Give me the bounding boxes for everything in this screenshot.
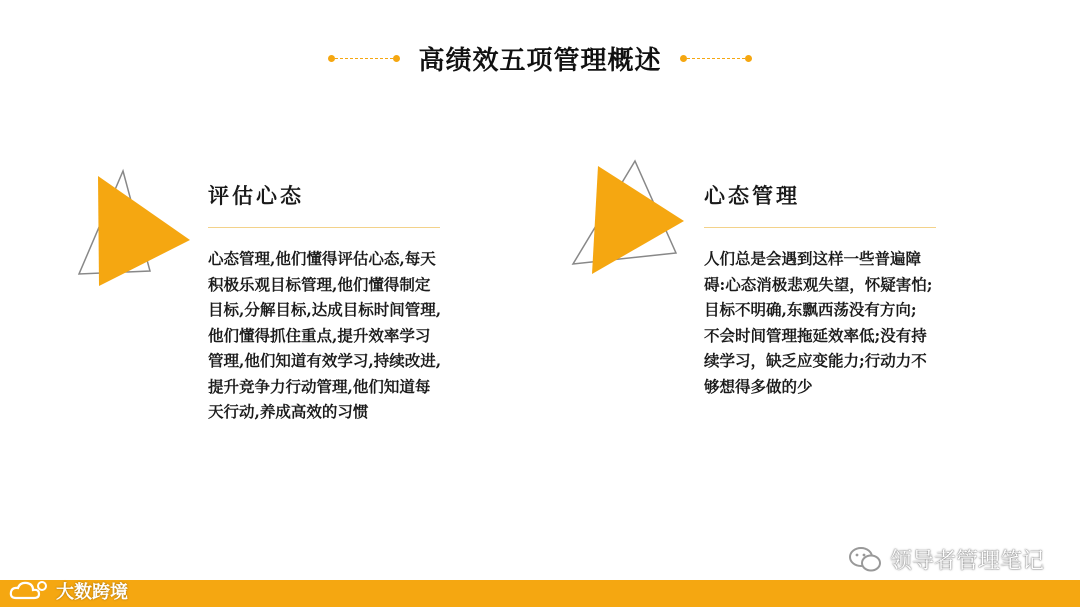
page-title: 高绩效五项管理概述	[418, 46, 662, 76]
title-deco-left	[328, 55, 400, 62]
section-body: 人们总是会遇到这样一些普遍障 碍:心态消极悲观失望，怀疑害怕; 目标不明确,东飘西荡没有方向; 不会时间管理拖延效率低;没有持 续学习，缺乏应变能力;行动力不 够想得多做的少	[704, 249, 933, 396]
watermark	[848, 544, 1044, 575]
deco-dash	[335, 58, 393, 59]
title-deco-right	[680, 55, 752, 62]
deco-dot	[745, 55, 752, 62]
wechat-icon	[848, 546, 882, 574]
triangle-decoration-icon	[570, 158, 688, 280]
triangle-decoration-icon	[76, 168, 196, 290]
section-divider	[704, 227, 936, 228]
footer-logo-text: 大数跨境	[56, 582, 128, 603]
deco-dot	[680, 55, 687, 62]
section-heading: 评估心态	[208, 183, 304, 208]
footer-bar	[0, 580, 1080, 607]
section-divider	[208, 227, 440, 228]
deco-dot	[328, 55, 335, 62]
section-body: 心态管理,他们懂得评估心态,每天 积极乐观目标管理,他们懂得制定 目标,分解目标,达成目标时间管理, 他们懂得抓住重点,提升效率学习 管理,他们知道有效学习,持续改进, 提升竞争力行动管理,他们知道每 天行动,养成高效的习惯	[208, 249, 442, 421]
watermark-text: 领导者管理笔记	[889, 549, 1044, 574]
title-bar	[0, 40, 1080, 77]
section-heading: 心态管理	[704, 183, 800, 208]
deco-dash	[687, 58, 745, 59]
deco-dot	[393, 55, 400, 62]
footer-logo	[8, 578, 128, 604]
cloud-logo-icon	[8, 580, 50, 602]
